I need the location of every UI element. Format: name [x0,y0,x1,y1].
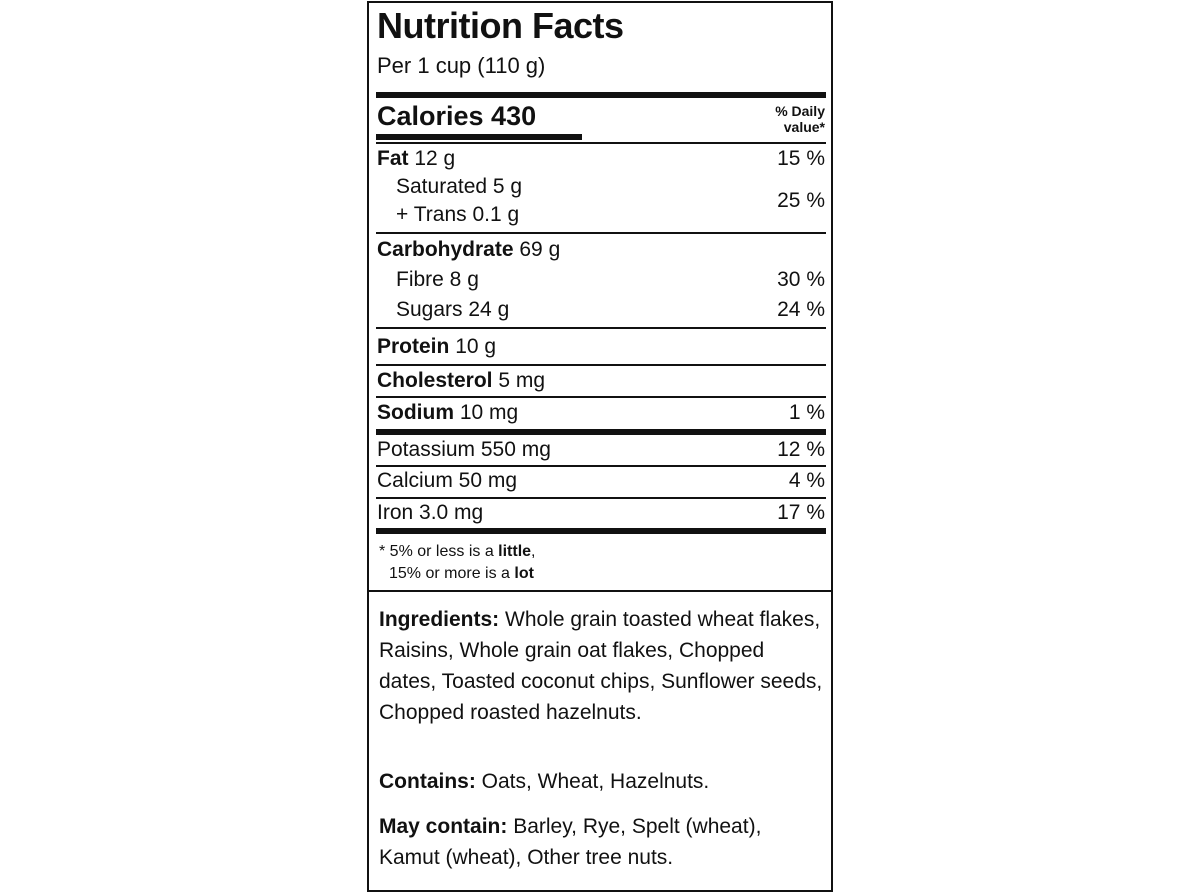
may-contain-heading: May contain: [379,815,508,838]
divider [376,232,826,234]
iron-dv: 17 % [777,501,825,524]
fat-dv: 15 % [777,147,825,170]
divider [376,364,826,366]
fat-row [377,147,455,171]
potassium-dv: 12 % [777,438,825,461]
cholesterol-name: Cholesterol [377,369,493,392]
sodium-dv: 1 % [788,401,825,424]
daily-value-header [775,103,825,135]
footnote-text: , [531,543,536,560]
serving-size: Per 1 cup (110 g) [377,53,546,78]
sodium-amount: 10 mg [459,401,519,424]
sodium-name: Sodium [377,401,454,424]
fibre-dv: 30 % [777,268,825,291]
divider-thick [376,92,826,98]
footnote-emphasis: little [498,543,532,560]
footnote-emphasis: lot [514,565,534,582]
dv-header-line1: % Daily [775,103,825,119]
contains-heading: Contains: [379,770,476,793]
nutrition-label [367,1,833,892]
ingredients-heading: Ingredients: [379,608,500,631]
trans-fat: + Trans 0.1 g [396,203,520,226]
footnote-text: 15% or more is a [389,565,515,582]
fat-name: Fat [377,147,409,170]
ingredients-panel [369,590,831,892]
label-title: Nutrition Facts [377,5,624,46]
potassium: Potassium 550 mg [377,438,551,461]
fibre: Fibre 8 g [396,268,479,291]
divider [376,396,826,398]
protein-row [377,335,496,359]
calcium-dv: 4 % [788,469,825,492]
divider [376,497,826,499]
carbohydrate-amount: 69 g [519,238,561,261]
may-contain-statement [379,811,824,873]
divider [376,327,826,329]
divider-thick [376,429,826,435]
ingredients-list [379,604,824,728]
sugars: Sugars 24 g [396,298,510,321]
sat-trans-dv: 25 % [777,189,825,212]
divider [376,465,826,467]
divider [376,142,826,144]
footnote-line2 [389,565,534,583]
dv-header-line2: value* [783,119,825,135]
calories: Calories 430 [377,101,537,131]
iron: Iron 3.0 mg [377,501,484,524]
protein-amount: 10 g [455,335,497,358]
footnote-line1 [379,543,536,561]
divider-thick [376,528,826,534]
sugars-dv: 24 % [777,298,825,321]
may-contain-text: Barley, Rye, Spelt (wheat), Kamut (wheat), Other tree nuts. [379,815,762,869]
carbohydrate-row [377,238,560,262]
fat-amount: 12 g [414,147,456,170]
ingredients-text: Whole grain toasted wheat flakes, Raisins, Whole grain oat flakes, Chopped dates, Toasted coconut chips, Sunflower seeds, Chopped roasted hazelnuts. [379,608,823,724]
contains-text: Oats, Wheat, Hazelnuts. [475,770,710,793]
carbohydrate-name: Carbohydrate [377,238,514,261]
protein-name: Protein [377,335,450,358]
saturated-fat: Saturated 5 g [396,175,523,198]
contains-statement [379,766,824,797]
calcium: Calcium 50 mg [377,469,518,492]
calories-underline [376,134,582,140]
footnote-text: * 5% or less is a [379,543,499,560]
sodium-row [377,401,518,425]
cholesterol-row [377,369,545,393]
nutrition-facts-panel [369,3,831,588]
cholesterol-amount: 5 mg [498,369,546,392]
